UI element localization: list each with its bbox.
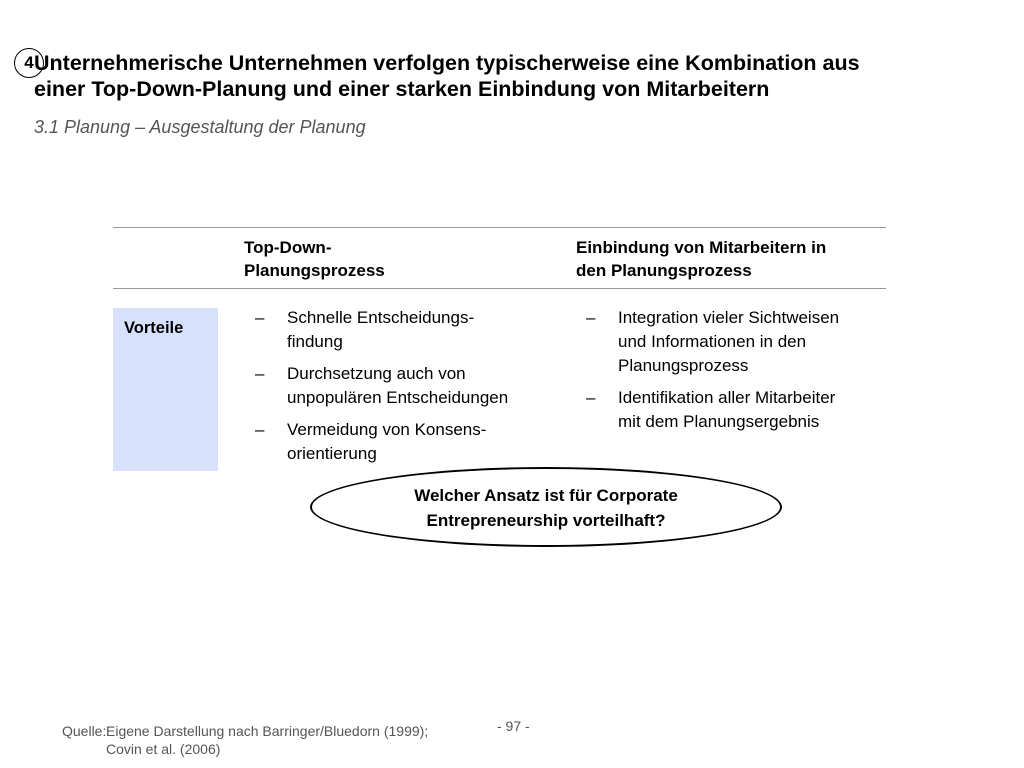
- title-line: Unternehmerische Unternehmen verfolgen typischerweise eine Kombination aus: [34, 51, 860, 75]
- column-header-line: den Planungsprozess: [576, 261, 752, 280]
- row-label-box-vorteile: [113, 308, 218, 471]
- list-item: [255, 418, 508, 466]
- source-line: Covin et al. (2006): [106, 741, 221, 757]
- page-number: - 97 -: [497, 718, 530, 734]
- column-header-employee-involvement: [576, 236, 826, 282]
- list-item-text: Planungsprozess: [618, 356, 749, 375]
- title-line: einer Top-Down-Planung und einer starken Einbindung von Mitarbeitern: [34, 77, 770, 101]
- page-subtitle: 3.1 Planung – Ausgestaltung der Planung: [34, 117, 366, 137]
- column-header-line: Top-Down-: [244, 238, 332, 257]
- page-title: [34, 50, 994, 102]
- list-item-text: findung: [287, 332, 343, 351]
- list-item: [586, 386, 839, 434]
- bullet-dash: –: [255, 308, 265, 327]
- source-line: Eigene Darstellung nach Barringer/Bluedorn (1999);: [106, 723, 429, 739]
- table-header-divider: [113, 288, 886, 289]
- row-label-vorteile: Vorteile: [124, 319, 184, 337]
- list-item: [255, 306, 508, 354]
- list-item: [586, 306, 839, 378]
- list-item-text: unpopulären Entscheidungen: [287, 388, 509, 407]
- list-item-text: Identifikation aller Mitarbeiter: [618, 388, 836, 407]
- employee-involvement-advantages-list: [586, 306, 839, 442]
- bullet-dash: –: [586, 308, 596, 327]
- question-line: Welcher Ansatz ist für Corporate: [414, 486, 678, 505]
- top-down-advantages-list: [255, 306, 508, 474]
- list-item-text: Vermeidung von Konsens-: [287, 420, 487, 439]
- list-item: [255, 362, 508, 410]
- question-text: [310, 483, 782, 533]
- list-item-text: Schnelle Entscheidungs-: [287, 308, 475, 327]
- list-item-text: und Informationen in den: [618, 332, 807, 351]
- list-item-text: Durchsetzung auch von: [287, 364, 466, 383]
- bullet-dash: –: [586, 388, 596, 407]
- table-top-divider: [113, 227, 886, 228]
- source-label: Quelle:: [62, 723, 107, 739]
- column-header-line: Planungsprozess: [244, 261, 385, 280]
- list-item-text: orientierung: [287, 444, 377, 463]
- column-header-line: Einbindung von Mitarbeitern in: [576, 238, 827, 257]
- chapter-number-badge: 4: [14, 48, 44, 78]
- column-header-top-down: [244, 236, 385, 282]
- bullet-dash: –: [255, 420, 265, 439]
- list-item-text: mit dem Planungsergebnis: [618, 412, 820, 431]
- bullet-dash: –: [255, 364, 265, 383]
- question-line: Entrepreneurship vorteilhaft?: [426, 511, 666, 530]
- list-item-text: Integration vieler Sichtweisen: [618, 308, 840, 327]
